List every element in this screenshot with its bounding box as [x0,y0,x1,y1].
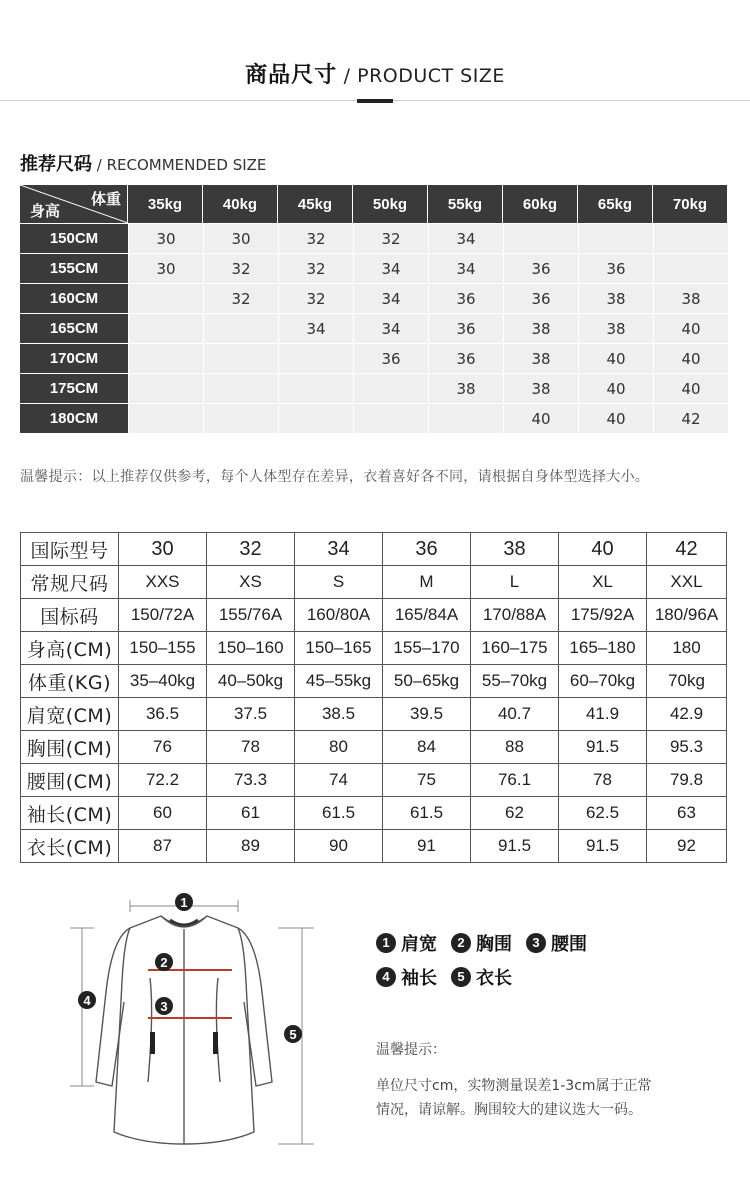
size-value: 62 [471,797,559,830]
weight-header: 50kg [353,185,428,223]
weight-header: 40kg [203,185,278,223]
page-header [0,58,750,89]
size-value: M [383,566,471,599]
size-value: 38.5 [295,698,383,731]
size-value: 55–70kg [471,665,559,698]
size-cell: 34 [353,313,428,343]
weight-header: 60kg [503,185,578,223]
size-value: 75 [383,764,471,797]
marker-2: 2 [160,955,168,970]
size-chart-row [21,632,727,665]
size-cell: 30 [128,223,203,253]
size-value: 38 [471,533,559,566]
size-cell: 30 [128,253,203,283]
size-value: 60–70kg [559,665,647,698]
row-label: 国际型号 [21,533,119,566]
size-value: 32 [207,533,295,566]
measure-lines [70,900,314,1144]
size-cell [128,373,203,403]
size-value: 50–65kg [383,665,471,698]
size-cell: 36 [428,283,503,313]
note-line-1: 单位尺寸cm，实物测量误差1-3cm属于正常 [376,1078,652,1094]
size-value: XXL [647,566,727,599]
size-cell [353,373,428,403]
legend-item-sleeve: 4 袖长 [376,964,437,990]
note-title: 温馨提示： [376,1042,446,1058]
size-value: 150–155 [119,632,207,665]
size-cell: 34 [278,313,353,343]
size-cell [128,343,203,373]
size-chart-table [20,532,727,863]
size-value: 36.5 [119,698,207,731]
recommended-row [20,283,728,313]
size-cell: 38 [578,283,653,313]
size-chart-row [21,731,727,764]
size-cell: 40 [653,343,728,373]
size-cell [203,313,278,343]
size-cell: 38 [653,283,728,313]
size-value: 180/96A [647,599,727,632]
size-value: 78 [207,731,295,764]
size-cell [128,313,203,343]
size-value: 74 [295,764,383,797]
size-value: 79.8 [647,764,727,797]
size-cell: 36 [503,283,578,313]
legend-row [376,960,601,994]
size-chart-row [21,599,727,632]
size-cell [278,343,353,373]
size-value: 175/92A [559,599,647,632]
size-value: XS [207,566,295,599]
size-value: 91 [383,830,471,863]
table-corner [20,185,128,223]
size-cell: 36 [503,253,578,283]
size-value: 90 [295,830,383,863]
size-value: 80 [295,731,383,764]
legend-item-shoulder: 1 肩宽 [376,930,437,956]
legend-item-waist: 3 腰围 [526,930,587,956]
size-chart-row [21,764,727,797]
size-value: 165–180 [559,632,647,665]
recommended-size-table [20,185,728,433]
size-cell: 32 [203,283,278,313]
height-label: 180CM [20,403,128,433]
size-value: 150–160 [207,632,295,665]
coat-outline [96,916,272,1144]
row-label: 常规尺码 [21,566,119,599]
size-value: 45–55kg [295,665,383,698]
size-value: 70kg [647,665,727,698]
recommended-title-en: / RECOMMENDED SIZE [92,156,267,174]
size-value: 92 [647,830,727,863]
size-cell [128,403,203,433]
size-value: 89 [207,830,295,863]
size-cell: 30 [203,223,278,253]
size-value: 36 [383,533,471,566]
recommended-row [20,223,728,253]
size-cell: 32 [203,253,278,283]
size-cell: 34 [353,253,428,283]
marker-1: 1 [180,895,188,910]
recommended-heading [20,150,266,176]
size-value: 39.5 [383,698,471,731]
size-cell: 32 [278,253,353,283]
size-value: 40–50kg [207,665,295,698]
size-cell: 40 [578,343,653,373]
row-label: 衣长(CM) [21,830,119,863]
weight-header: 65kg [578,185,653,223]
size-cell [428,403,503,433]
size-cell: 40 [578,403,653,433]
marker-3: 3 [160,999,168,1014]
recommended-title: 推荐尺码 [20,154,92,175]
size-chart-row [21,566,727,599]
corner-weight-label: 体重 [90,190,121,208]
weight-header: 45kg [278,185,353,223]
size-cell: 36 [428,343,503,373]
recommendation-tip: 温馨提示：以上推荐仅供参考，每个人体型存在差异，衣着喜好各不同，请根据自身体型选择大小。 [20,469,650,485]
size-cell [203,373,278,403]
size-value: 35–40kg [119,665,207,698]
left-pocket [150,1032,155,1054]
marker-4: 4 [83,993,91,1008]
size-value: S [295,566,383,599]
size-cell: 38 [578,313,653,343]
note-line-2: 情况，请谅解。胸围较大的建议选大一码。 [376,1102,642,1118]
size-cell: 34 [428,253,503,283]
size-value: 78 [559,764,647,797]
size-value: 76 [119,731,207,764]
size-value: 84 [383,731,471,764]
size-value: 34 [295,533,383,566]
size-value: 72.2 [119,764,207,797]
height-label: 175CM [20,373,128,403]
header-accent-bar [357,99,393,103]
size-value: 42 [647,533,727,566]
size-value: 40 [559,533,647,566]
size-cell: 32 [278,283,353,313]
row-label: 身高(CM) [21,632,119,665]
size-value: 60 [119,797,207,830]
page-title: 商品尺寸 [245,63,338,88]
size-value: 160–175 [471,632,559,665]
size-value: 88 [471,731,559,764]
weight-header: 35kg [128,185,203,223]
size-cell: 38 [503,343,578,373]
size-cell: 32 [278,223,353,253]
size-cell: 40 [503,403,578,433]
row-label: 腰围(CM) [21,764,119,797]
size-value: 87 [119,830,207,863]
size-chart-row [21,698,727,731]
row-label: 国标码 [21,599,119,632]
recommended-row [20,403,728,433]
marker-5: 5 [289,1027,297,1042]
recommended-row [20,313,728,343]
size-value: 73.3 [207,764,295,797]
size-value: 37.5 [207,698,295,731]
size-value: 150/72A [119,599,207,632]
size-value: 76.1 [471,764,559,797]
weight-header: 55kg [428,185,503,223]
size-cell: 36 [578,253,653,283]
size-cell: 34 [428,223,503,253]
recommended-row [20,373,728,403]
recommended-row [20,343,728,373]
height-label: 160CM [20,283,128,313]
size-value: XL [559,566,647,599]
size-value: 61.5 [295,797,383,830]
size-cell [278,403,353,433]
measurement-legend [376,926,601,994]
size-cell [203,343,278,373]
size-cell [653,253,728,283]
size-cell: 38 [503,313,578,343]
size-value: 61 [207,797,295,830]
size-cell: 40 [578,373,653,403]
coat-diagram [66,882,326,1154]
right-pocket [213,1032,218,1054]
size-chart-row [21,533,727,566]
size-value: L [471,566,559,599]
legend-row [376,926,601,960]
size-value: 63 [647,797,727,830]
size-cell: 38 [428,373,503,403]
height-label: 155CM [20,253,128,283]
size-value: 40.7 [471,698,559,731]
legend-item-length: 5 衣长 [451,964,512,990]
size-cell [653,223,728,253]
weight-header: 70kg [653,185,728,223]
row-label: 胸围(CM) [21,731,119,764]
height-label: 165CM [20,313,128,343]
size-value: 42.9 [647,698,727,731]
size-cell [353,403,428,433]
size-cell: 32 [353,223,428,253]
size-value: 62.5 [559,797,647,830]
size-value: 170/88A [471,599,559,632]
size-value: XXS [119,566,207,599]
size-value: 91.5 [559,731,647,764]
measurement-note [376,1038,652,1122]
size-value: 150–165 [295,632,383,665]
size-chart-row [21,830,727,863]
size-value: 30 [119,533,207,566]
size-chart-row [21,665,727,698]
size-value: 160/80A [295,599,383,632]
size-cell: 42 [653,403,728,433]
size-cell [503,223,578,253]
row-label: 肩宽(CM) [21,698,119,731]
size-value: 180 [647,632,727,665]
size-cell: 34 [353,283,428,313]
size-value: 91.5 [471,830,559,863]
size-cell: 38 [503,373,578,403]
size-cell: 40 [653,373,728,403]
size-cell [578,223,653,253]
row-label: 袖长(CM) [21,797,119,830]
corner-height-label: 身高 [30,202,61,220]
height-label: 170CM [20,343,128,373]
size-cell: 40 [653,313,728,343]
size-value: 165/84A [383,599,471,632]
size-value: 95.3 [647,731,727,764]
size-cell [278,373,353,403]
size-value: 155–170 [383,632,471,665]
size-cell [128,283,203,313]
size-cell: 36 [428,313,503,343]
size-cell: 36 [353,343,428,373]
size-value: 41.9 [559,698,647,731]
size-value: 91.5 [559,830,647,863]
recommended-row [20,253,728,283]
size-chart-row [21,797,727,830]
row-label: 体重(KG) [21,665,119,698]
size-value: 61.5 [383,797,471,830]
size-value: 155/76A [207,599,295,632]
page-title-en: / PRODUCT SIZE [337,65,505,87]
height-label: 150CM [20,223,128,253]
size-cell [203,403,278,433]
legend-item-chest: 2 胸围 [451,930,512,956]
